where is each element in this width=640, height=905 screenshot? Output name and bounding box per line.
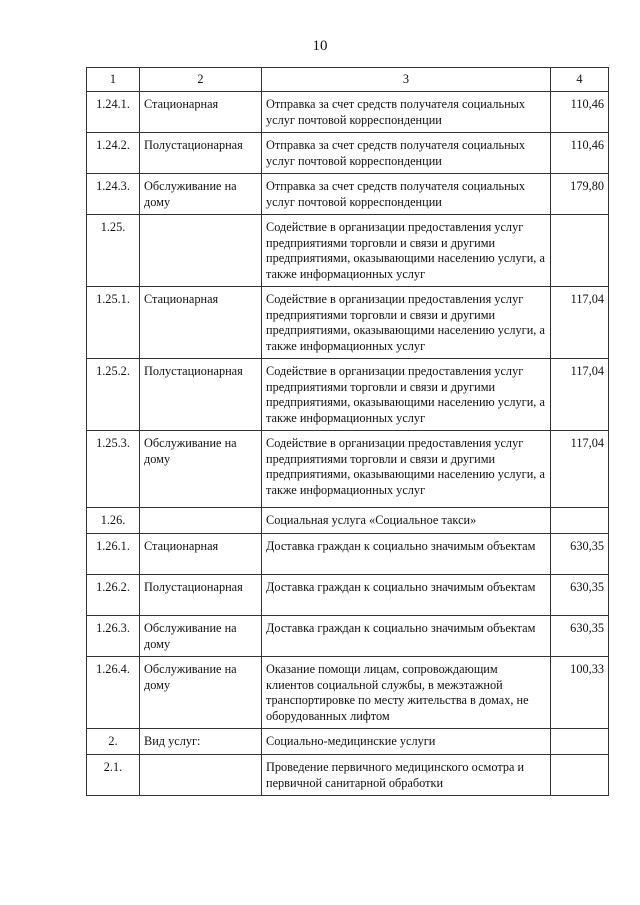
- service-form: Обслуживание на дому: [140, 431, 262, 508]
- table-row: [87, 575, 609, 616]
- service-price: 117,04: [551, 431, 609, 508]
- table-row: [87, 657, 609, 729]
- row-number: 1.25.: [87, 215, 140, 287]
- header-cell-3: 3: [262, 68, 551, 92]
- service-description: Проведение первичного медицинского осмотра и первичной санитарной обработки: [262, 755, 551, 796]
- page-number: 10: [312, 38, 328, 54]
- service-price: 110,46: [551, 92, 609, 133]
- service-description: Содействие в организации предоставления услуг предприятиями торговли и связи и другими предприятиями, оказывающими населению услуги, а также информационных услуг: [262, 215, 551, 287]
- service-form: Полустационарная: [140, 133, 262, 174]
- service-form: Стационарная: [140, 534, 262, 575]
- row-number: 1.25.1.: [87, 287, 140, 359]
- header-cell-4: 4: [551, 68, 609, 92]
- service-price: 630,35: [551, 575, 609, 616]
- row-number: 1.26.4.: [87, 657, 140, 729]
- service-price: 630,35: [551, 616, 609, 657]
- service-form: [140, 215, 262, 287]
- service-price: 179,80: [551, 174, 609, 215]
- service-description: Социальная услуга «Социальное такси»: [262, 508, 551, 534]
- table-row: [87, 534, 609, 575]
- service-description: Отправка за счет средств получателя социальных услуг почтовой корреспонденции: [262, 174, 551, 215]
- row-number: 2.1.: [87, 755, 140, 796]
- service-price: [551, 508, 609, 534]
- row-number: 1.26.1.: [87, 534, 140, 575]
- table-row: [87, 431, 609, 508]
- row-number: 1.26.: [87, 508, 140, 534]
- row-number: 1.24.3.: [87, 174, 140, 215]
- header-cell-1: 1: [87, 68, 140, 92]
- service-form: Обслуживание на дому: [140, 174, 262, 215]
- service-form: Полустационарная: [140, 575, 262, 616]
- service-description: Содействие в организации предоставления услуг предприятиями торговли и связи и другими предприятиями, оказывающими населению услуги, а также информационных услуг: [262, 287, 551, 359]
- service-description: Отправка за счет средств получателя социальных услуг почтовой корреспонденции: [262, 92, 551, 133]
- table-row: [87, 508, 609, 534]
- table-row: [87, 287, 609, 359]
- service-price: 100,33: [551, 657, 609, 729]
- row-number: 1.24.1.: [87, 92, 140, 133]
- row-number: 2.: [87, 729, 140, 755]
- table-row: [87, 755, 609, 796]
- service-form: [140, 755, 262, 796]
- service-price: 110,46: [551, 133, 609, 174]
- table-row: [87, 359, 609, 431]
- service-form: Обслуживание на дому: [140, 616, 262, 657]
- row-number: 1.24.2.: [87, 133, 140, 174]
- table-header-row: [87, 68, 609, 92]
- service-form: Стационарная: [140, 287, 262, 359]
- table-row: [87, 133, 609, 174]
- service-description: Оказание помощи лицам, сопровождающим клиентов социальной службы, в межэтажной транспортировке по месту жительства в домах, не оборудованных лифтом: [262, 657, 551, 729]
- service-description: Отправка за счет средств получателя социальных услуг почтовой корреспонденции: [262, 133, 551, 174]
- service-form: [140, 508, 262, 534]
- service-form: Вид услуг:: [140, 729, 262, 755]
- service-price: 117,04: [551, 287, 609, 359]
- service-description: Содействие в организации предоставления услуг предприятиями торговли и связи и другими предприятиями, оказывающими населению услуги, а также информационных услуг: [262, 359, 551, 431]
- table-row: [87, 174, 609, 215]
- service-description: Доставка граждан к социально значимым объектам: [262, 534, 551, 575]
- row-number: 1.25.3.: [87, 431, 140, 508]
- service-description: Социально-медицинские услуги: [262, 729, 551, 755]
- service-price: [551, 755, 609, 796]
- service-form: Стационарная: [140, 92, 262, 133]
- service-description: Доставка граждан к социально значимым объектам: [262, 616, 551, 657]
- table-row: [87, 729, 609, 755]
- services-table: [86, 67, 609, 796]
- service-price: 117,04: [551, 359, 609, 431]
- service-form: Полустационарная: [140, 359, 262, 431]
- service-price: [551, 215, 609, 287]
- row-number: 1.25.2.: [87, 359, 140, 431]
- service-description: Содействие в организации предоставления услуг предприятиями торговли и связи и другими предприятиями, оказывающими населению услуги, а также информационных услуг: [262, 431, 551, 508]
- header-cell-2: 2: [140, 68, 262, 92]
- row-number: 1.26.2.: [87, 575, 140, 616]
- service-description: Доставка граждан к социально значимым объектам: [262, 575, 551, 616]
- table-row: [87, 215, 609, 287]
- row-number: 1.26.3.: [87, 616, 140, 657]
- table-row: [87, 92, 609, 133]
- service-price: [551, 729, 609, 755]
- service-price: 630,35: [551, 534, 609, 575]
- table-row: [87, 616, 609, 657]
- service-form: Обслуживание на дому: [140, 657, 262, 729]
